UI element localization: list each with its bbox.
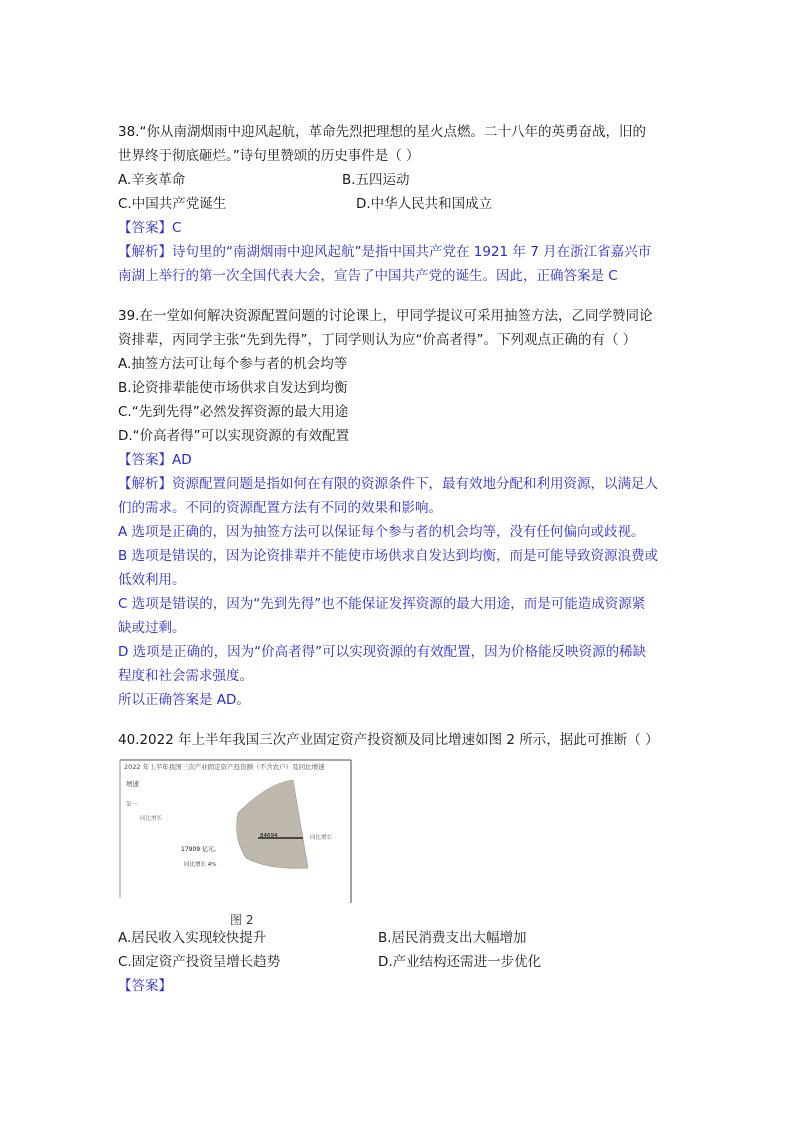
q39-stem-line1: 39.在一堂如何解决资源配置问题的讨论课上，甲同学提议可采用抽签方法，乙同学赞同论: [118, 308, 653, 324]
q40-answer: 【答案】: [118, 978, 172, 994]
q38-options-row2: [118, 192, 678, 216]
question-38: [118, 120, 678, 288]
q39-analysis-line8: D 选项是正确的，因为“价高者得”可以实现资源的有效配置，因为价格能反映资源的稀缺: [118, 644, 647, 660]
figure-2-scanned-chart: [118, 758, 353, 926]
figure-title: 2022 年上半年我国三次产业固定资产投资额（不含农户）及同比增速: [124, 763, 325, 771]
question-39: [118, 304, 678, 712]
figure-value-1-growth: 同比增长 4%: [184, 862, 217, 868]
question-40: [118, 728, 678, 998]
q39-option-d: D.“价高者得”可以实现资源的有效配置: [118, 428, 350, 444]
q39-analysis-line5: 低效利用。: [118, 572, 186, 588]
q38-answer: 【答案】C: [118, 220, 182, 236]
q39-analysis-line10: 所以正确答案是 AD。: [118, 692, 250, 708]
figure-2-image: [118, 758, 353, 908]
q38-analysis-line2: 南湖上举行的第一次全国代表大会，宣告了中国共产党的诞生。因此，正确答案是 C: [118, 268, 618, 284]
figure-value-2-growth: 同比增长: [310, 835, 333, 841]
q38-option-b: B.五四运动: [342, 172, 410, 188]
q39-analysis-line3: A 选项是正确的，因为抽签方法可以保证每个参与者的机会均等，没有任何偏向或歧视。: [118, 524, 645, 540]
q40-option-b: B.居民消费支出大幅增加: [378, 930, 527, 946]
q39-analysis-line9: 程度和社会需求强度。: [118, 668, 253, 684]
q40-options-row2: [118, 950, 678, 974]
q38-option-a: A.辛亥革命: [118, 172, 186, 188]
figure-caption: 图 2: [230, 913, 254, 927]
q40-stem-line1: 40.2022 年上半年我国三次产业固定资产投资额及同比增速如图 2 所示，据此可推断（ ）: [118, 732, 659, 748]
document-page: [118, 120, 678, 998]
q38-analysis-line1: 【解析】诗句里的“南湖烟雨中迎风起航”是指中国共产党在 1921 年 7 月在浙江省嘉兴市: [118, 244, 652, 260]
q40-option-d: D.产业结构还需进一步优化: [378, 954, 542, 970]
q39-answer: 【答案】AD: [118, 452, 192, 468]
q39-option-b: B.论资排辈能使市场供求自发达到均衡: [118, 380, 348, 396]
q39-option-a: A.抽签方法可让每个参与者的机会均等: [118, 356, 348, 372]
q38-options-row1: [118, 168, 678, 192]
q39-stem-line2: 资排辈，丙同学主张“先到先得”，丁同学则认为应“价高者得”。下列观点正确的有（ ）: [118, 332, 637, 348]
figure-growth-label: 增速: [126, 780, 139, 788]
q39-analysis-line7: 缺或过剩。: [118, 620, 186, 636]
figure-first-label: 第一: [126, 802, 138, 808]
q40-option-a: A.居民收入实现较快提升: [118, 930, 267, 946]
q38-option-d: D.中华人民共和国成立: [356, 196, 493, 212]
q38-stem-line1: 38.“你从南湖烟雨中迎风起航，革命先烈把理想的星火点燃。二十八年的英勇奋战，旧的: [118, 124, 646, 140]
figure-value-1: 17909 亿元,: [181, 846, 216, 853]
q39-analysis-line1: 【解析】资源配置问题是指如何在有限的资源条件下，最有效地分配和利用资源，以满足人: [118, 476, 658, 492]
q39-option-c: C.“先到先得”必然发挥资源的最大用途: [118, 404, 349, 420]
q39-analysis-line4: B 选项是错误的，因为论资排辈并不能使市场供求自发达到均衡，而是可能导致资源浪费或: [118, 548, 659, 564]
figure-secondary-label: 同比增长: [140, 816, 163, 822]
q40-options-row1: [118, 926, 678, 950]
q38-option-c: C.中国共产党诞生: [118, 196, 227, 212]
q39-analysis-line6: C 选项是错误的，因为“先到先得”也不能保证发挥资源的最大用途，而是可能造成资源紧: [118, 596, 646, 612]
q39-analysis-line2: 们的需求。不同的资源配置方法有不同的效果和影响。: [118, 500, 442, 516]
q40-option-c: C.固定资产投资呈增长趋势: [118, 954, 281, 970]
q38-stem-line2: 世界终于彻底砸烂。”诗句里赞颂的历史事件是（ ）: [118, 148, 420, 164]
figure-value-2: 84694: [260, 833, 278, 839]
